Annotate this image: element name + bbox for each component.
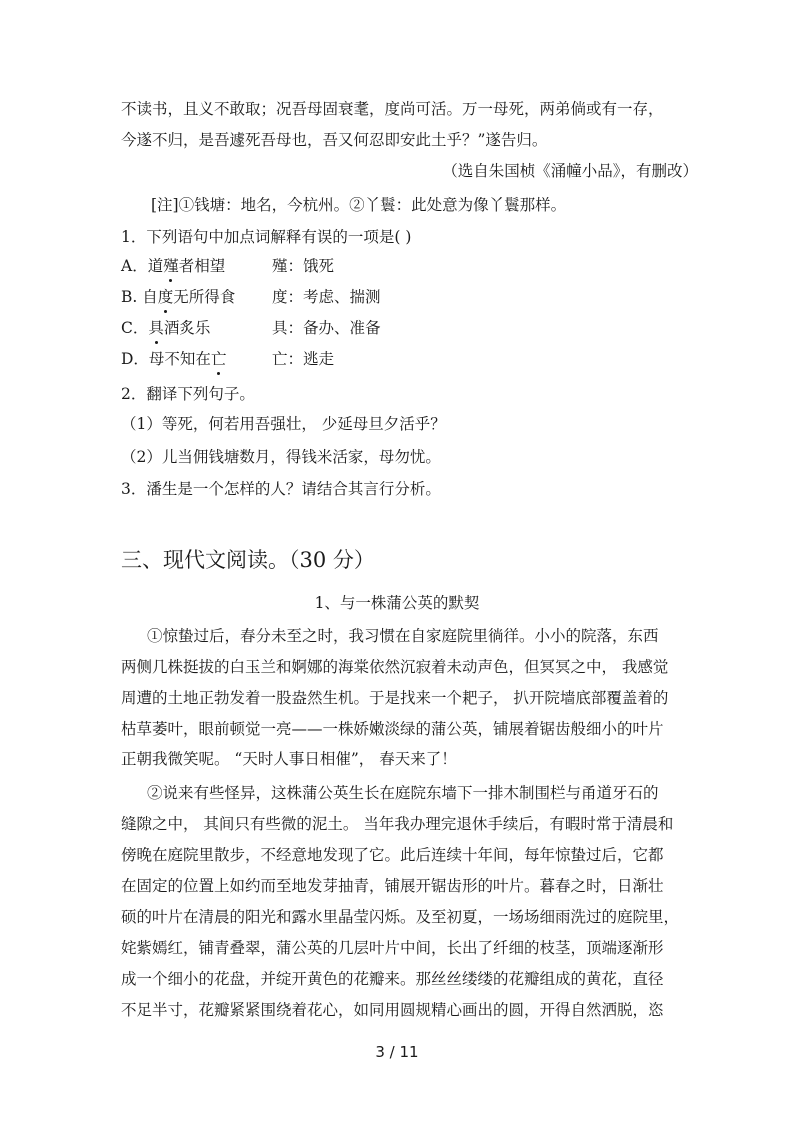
- option-d-gloss: 亡：逃走: [272, 350, 335, 368]
- emphasis-dot-word: 度: [157, 288, 174, 306]
- emphasis-dot-word: 殣: [163, 257, 179, 275]
- article-line: ②说来有些怪异，这株蒲公英生长在庭院东墙下一排木制围栏与甬道牙石的: [147, 784, 659, 802]
- passage-line-1: 不读书，且义不敢取；况吾母固衰耄，度尚可活。万一母死，两弟倘或有一存，: [121, 100, 664, 118]
- option-b-gloss: 度：考虑、揣测: [272, 288, 381, 306]
- option-b: B. 自度无所得食: [121, 288, 236, 306]
- option-a-gloss: 殣：饿死: [272, 257, 335, 275]
- article-line: 硕的叶片在清晨的阳光和露水里晶莹闪烁。及至初夏，一场场细雨洗过的庭院里，: [121, 908, 680, 926]
- question-3-stem: 3．潘生是一个怎样的人？请结合其言行分析。: [121, 480, 441, 498]
- option-c: C．具酒炙乐: [121, 319, 211, 337]
- passage-line-2: 今遂不归，是吾遽死吾母也，吾又何忍即安此土乎？”遂告归。: [121, 131, 548, 149]
- article-line: 成一个细小的花盘，并绽开黄色的花瓣来。那丝丝缕缕的花瓣组成的黄花，直径: [121, 970, 664, 988]
- article-title: 1、与一株蒲公英的默契: [314, 594, 480, 612]
- annotation-note: [注]①钱塘：地名，今杭州。②丫鬟：此处意为像丫鬟那样。: [151, 196, 567, 214]
- article-line: 枯草萎叶，眼前顿觉一亮——一株娇嫩淡绿的蒲公英，铺展着锯齿般细小的叶片: [121, 720, 664, 738]
- section-title: 三、现代文阅读。（30 分）: [121, 548, 375, 572]
- question-2-item-1: （1）等死，何若用吾强壮， 少延母旦夕活乎？: [121, 415, 446, 433]
- page-number: 3 / 11: [375, 1043, 419, 1061]
- question-1-stem: 1．下列语句中加点词解释有误的一项是( ): [121, 228, 412, 246]
- article-line: 不足半寸，花瓣紧紧围绕着花心，如同用圆规精心画出的圆，开得自然洒脱，恣: [121, 1001, 664, 1019]
- article-line: 两侧几株挺拔的白玉兰和婀娜的海棠依然沉寂着未动声色，但冥冥之中， 我感觉: [121, 658, 669, 676]
- question-2-stem: 2．翻译下列句子。: [121, 385, 255, 403]
- article-line: ①惊蛰过后，春分未至之时，我习惯在自家庭院里徜徉。小小的院落，东西: [147, 627, 659, 645]
- emphasis-dot-word: 具: [148, 319, 164, 337]
- article-line: 傍晚在庭院里散步，不经意地发现了它。此后连续十年间，每年惊蛰过后，它都: [121, 846, 664, 864]
- article-line: 正朝我微笑呢。 “天时人事日相催”， 春天来了！: [121, 750, 457, 768]
- article-line: 缝隙之中， 其间只有些微的泥土。 当年我办理完退休手续后，有暇时常于清晨和: [121, 815, 674, 833]
- article-line: 姹紫嫣红，铺青叠翠，蒲公英的几层叶片中间，长出了纤细的枝茎，顶端逐渐形: [121, 939, 664, 957]
- question-2-item-2: （2）儿当佣钱塘数月，得钱米活家，母勿忧。: [121, 448, 441, 466]
- emphasis-dot-word: 亡: [210, 350, 227, 368]
- option-c-gloss: 具：备办、准备: [272, 319, 381, 337]
- option-d: D．母不知在亡: [121, 350, 227, 368]
- article-line: 周遭的土地正勃发着一股盎然生机。于是找来一个耙子， 扒开院墙底部覆盖着的: [121, 689, 669, 707]
- source-citation: （选自朱国桢《涌幢小品》，有删改）: [442, 162, 698, 180]
- option-a: A．道殣者相望: [121, 257, 226, 275]
- article-line: 在固定的位置上如约而至地发芽抽青，铺展开锯齿形的叶片。暮春之时，日渐壮: [121, 877, 664, 895]
